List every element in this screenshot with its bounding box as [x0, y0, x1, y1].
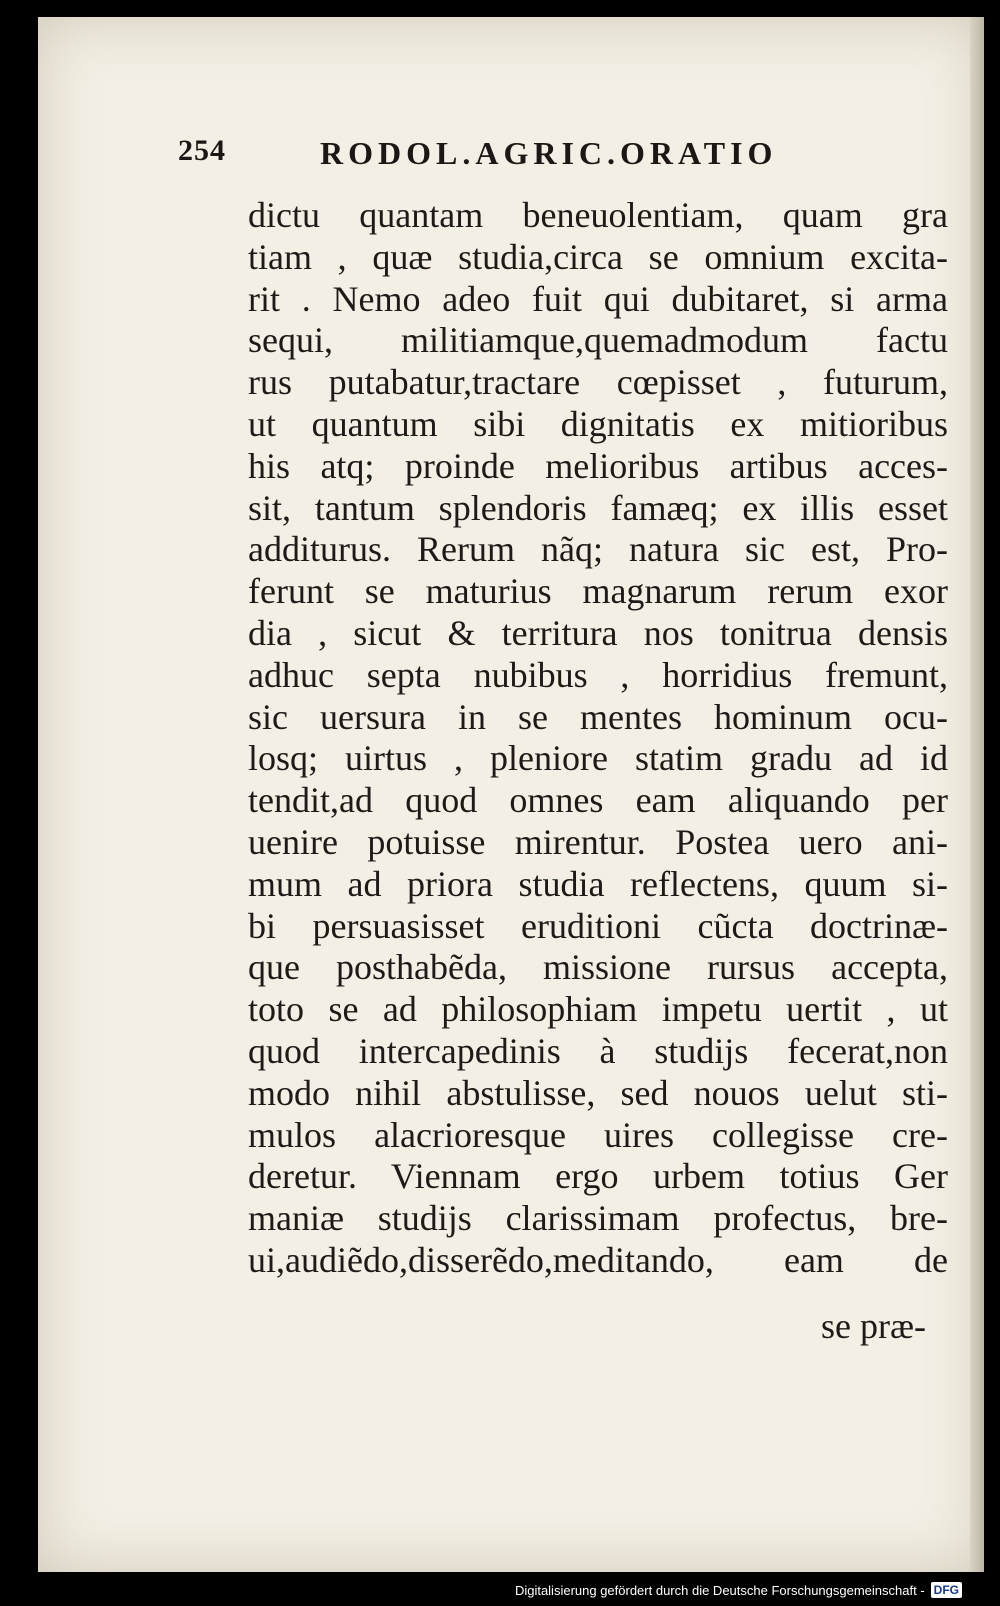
text-line: toto se ad philosophiam impetu uertit , ut	[248, 989, 948, 1030]
text-line: rus putabatur,tractare cœpisset , futurum,	[248, 362, 948, 403]
text-line: additurus. Rerum nãq; natura sic est, Pro-	[248, 529, 948, 570]
text-line: losq; uirtus , pleniore statim gradu ad id	[248, 738, 948, 779]
text-line: adhuc septa nubibus , horridius fremunt,	[248, 654, 948, 695]
text-line: que posthabẽda, missione rursus accepta,	[248, 947, 948, 988]
text-line: uenire potuisse mirentur. Postea uero ani-	[248, 821, 948, 862]
text-line: sit, tantum splendoris famæq; ex illis esset	[248, 487, 948, 528]
text-line: dia , sicut & territura nos tonitrua densis	[248, 612, 948, 653]
text-line: tiam , quæ studia,circa se omnium excita-	[248, 236, 948, 277]
text-line: rit . Nemo adeo fuit qui dubitaret, si arma	[248, 278, 948, 319]
text-line: maniæ studijs clarissimam profectus, bre-	[248, 1198, 948, 1239]
page-edge	[970, 17, 984, 1572]
text-line: deretur. Viennam ergo urbem totius Ger	[248, 1156, 948, 1197]
text-line: dictu quantam beneuolentiam, quam gra	[248, 195, 948, 235]
text-line: ferunt se maturius magnarum rerum exor	[248, 571, 948, 612]
dfg-logo: DFG	[931, 1582, 962, 1598]
text-line: quod intercapedinis à studijs fecerat,non	[248, 1030, 948, 1071]
text-line: ut quantum sibi dignitatis ex mitioribus	[248, 403, 948, 444]
text-line: bi persuasisset eruditioni cũcta doctrinæ-	[248, 905, 948, 946]
text-line: modo nihil abstulisse, sed nouos uelut sti-	[248, 1072, 948, 1113]
text-line: his atq; proinde melioribus artibus acces-	[248, 445, 948, 486]
text-line: mum ad priora studia reflectens, quum si-	[248, 863, 948, 904]
text-line: mulos alacrioresque uires collegisse cre-	[248, 1114, 948, 1155]
text-line: sic uersura in se mentes hominum ocu-	[248, 696, 948, 737]
credit-text: Digitalisierung gefördert durch die Deutsche Forschungsgemeinschaft -	[514, 1582, 925, 1598]
text-line: sequi, militiamque,quemadmodum factu	[248, 320, 948, 361]
catchword: se præ-	[821, 1306, 926, 1346]
text-line: ui,audiẽdo,disserẽdo,meditando, eam de	[248, 1239, 948, 1280]
text-line: tendit,ad quod omnes eam aliquando per	[248, 780, 948, 821]
running-head: RODOL.AGRIC.ORATIO	[320, 135, 778, 171]
page-number: 254	[178, 134, 226, 167]
digitization-credit	[515, 1577, 962, 1603]
book-page	[38, 17, 984, 1572]
body-text	[248, 195, 948, 1282]
